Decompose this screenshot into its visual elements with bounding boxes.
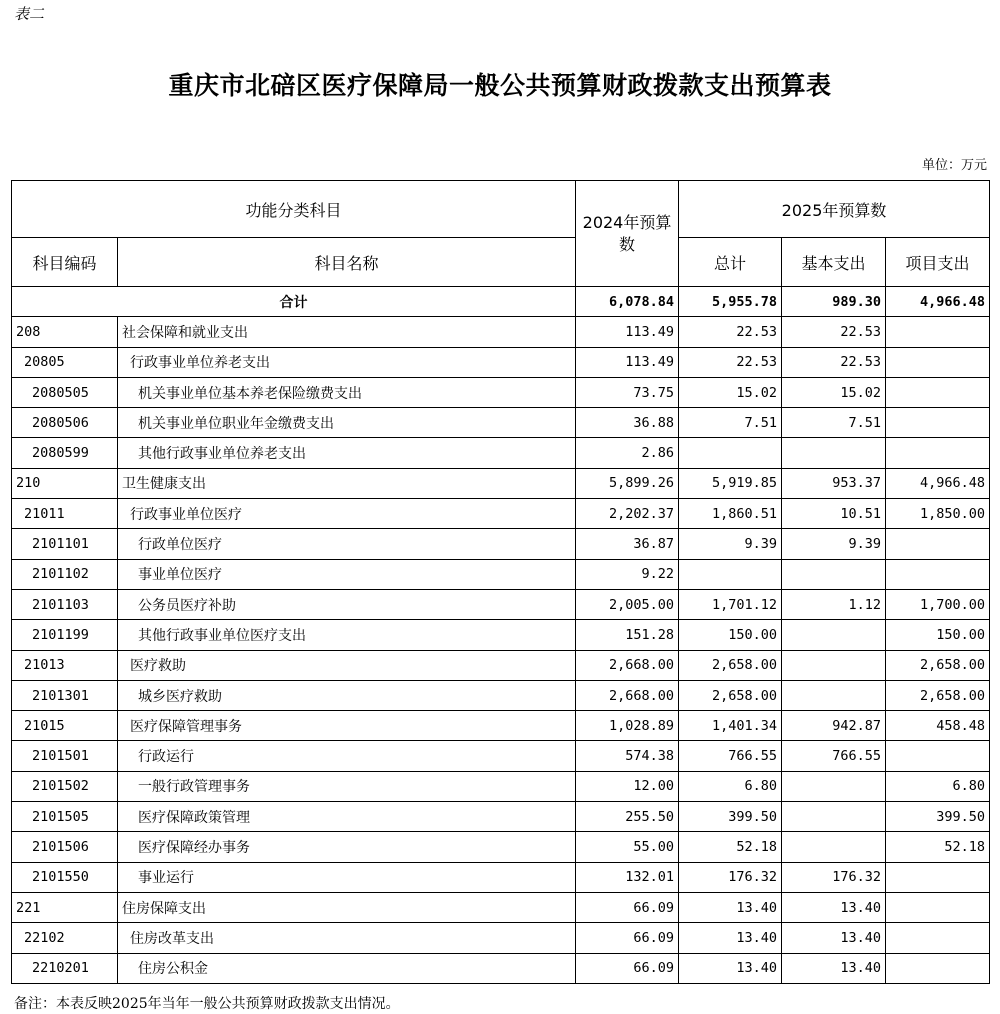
row-project: 2,658.00 (886, 650, 990, 680)
budget-table (11, 180, 990, 984)
row-name: 城乡医疗救助 (118, 680, 576, 710)
row-total (679, 559, 782, 589)
row-basic: 22.53 (782, 347, 886, 377)
total-basic: 989.30 (782, 287, 886, 317)
row-name: 行政运行 (118, 741, 576, 771)
row-prev: 73.75 (576, 377, 679, 407)
table-row (12, 438, 990, 468)
header-2025-budget: 2025年预算数 (679, 181, 990, 238)
total-project: 4,966.48 (886, 287, 990, 317)
row-basic (782, 559, 886, 589)
row-project: 6.80 (886, 771, 990, 801)
row-prev: 2,668.00 (576, 650, 679, 680)
table-row (12, 650, 990, 680)
row-project: 2,658.00 (886, 680, 990, 710)
table-row (12, 499, 990, 529)
row-name: 医疗保障政策管理 (118, 802, 576, 832)
row-total: 1,401.34 (679, 711, 782, 741)
row-code: 2101501 (12, 741, 118, 771)
row-code: 2101101 (12, 529, 118, 559)
row-basic: 13.40 (782, 892, 886, 922)
row-name: 一般行政管理事务 (118, 771, 576, 801)
row-code: 221 (12, 892, 118, 922)
row-basic: 9.39 (782, 529, 886, 559)
row-project (886, 317, 990, 347)
row-code: 208 (12, 317, 118, 347)
row-name: 社会保障和就业支出 (118, 317, 576, 347)
row-total (679, 438, 782, 468)
row-total: 9.39 (679, 529, 782, 559)
total-prev: 6,078.84 (576, 287, 679, 317)
row-prev: 2,668.00 (576, 680, 679, 710)
row-name: 医疗保障经办事务 (118, 832, 576, 862)
row-project (886, 559, 990, 589)
total-row (12, 287, 990, 317)
row-project (886, 741, 990, 771)
row-project (886, 408, 990, 438)
row-total: 22.53 (679, 317, 782, 347)
row-prev: 36.88 (576, 408, 679, 438)
header-basic: 基本支出 (782, 238, 886, 287)
row-prev: 66.09 (576, 892, 679, 922)
table-row (12, 680, 990, 710)
row-code: 2080505 (12, 377, 118, 407)
row-basic: 766.55 (782, 741, 886, 771)
row-project: 1,850.00 (886, 499, 990, 529)
unit-label: 单位：万元 (921, 158, 987, 173)
row-basic: 22.53 (782, 317, 886, 347)
page-title: 重庆市北碚区医疗保障局一般公共预算财政拨款支出预算表 (168, 71, 832, 100)
table-row (12, 317, 990, 347)
row-name: 住房公积金 (118, 953, 576, 983)
row-total: 6.80 (679, 771, 782, 801)
row-total: 766.55 (679, 741, 782, 771)
table-row (12, 408, 990, 438)
row-project (886, 347, 990, 377)
row-project (886, 377, 990, 407)
row-basic: 7.51 (782, 408, 886, 438)
row-code: 22102 (12, 923, 118, 953)
row-basic (782, 771, 886, 801)
row-basic: 1.12 (782, 589, 886, 619)
table-row (12, 862, 990, 892)
row-project: 1,700.00 (886, 589, 990, 619)
row-name: 医疗保障管理事务 (118, 711, 576, 741)
row-code: 21015 (12, 711, 118, 741)
row-prev: 66.09 (576, 923, 679, 953)
row-project (886, 862, 990, 892)
row-prev: 2,005.00 (576, 589, 679, 619)
row-code: 2101301 (12, 680, 118, 710)
table-row (12, 892, 990, 922)
row-basic (782, 650, 886, 680)
row-code: 2080506 (12, 408, 118, 438)
row-prev: 5,899.26 (576, 468, 679, 498)
row-prev: 12.00 (576, 771, 679, 801)
row-basic (782, 620, 886, 650)
table-row (12, 377, 990, 407)
row-basic (782, 438, 886, 468)
row-basic (782, 832, 886, 862)
row-basic: 10.51 (782, 499, 886, 529)
row-basic: 176.32 (782, 862, 886, 892)
total-total: 5,955.78 (679, 287, 782, 317)
header-name: 科目名称 (118, 238, 576, 287)
row-total: 7.51 (679, 408, 782, 438)
row-code: 21011 (12, 499, 118, 529)
row-total: 52.18 (679, 832, 782, 862)
row-total: 1,860.51 (679, 499, 782, 529)
row-name: 卫生健康支出 (118, 468, 576, 498)
total-label: 合计 (12, 287, 576, 317)
row-name: 事业单位医疗 (118, 559, 576, 589)
table-tag: 表二 (14, 5, 45, 23)
row-total: 2,658.00 (679, 650, 782, 680)
table-row (12, 741, 990, 771)
row-prev: 36.87 (576, 529, 679, 559)
row-prev: 1,028.89 (576, 711, 679, 741)
row-project: 458.48 (886, 711, 990, 741)
row-prev: 113.49 (576, 317, 679, 347)
table-row (12, 802, 990, 832)
header-project: 项目支出 (886, 238, 990, 287)
header-2024-budget: 2024年预算数 (576, 181, 679, 287)
row-code: 21013 (12, 650, 118, 680)
row-project (886, 923, 990, 953)
row-code: 2210201 (12, 953, 118, 983)
row-name: 行政单位医疗 (118, 529, 576, 559)
row-project (886, 953, 990, 983)
row-name: 住房保障支出 (118, 892, 576, 922)
row-basic (782, 680, 886, 710)
header-func-category: 功能分类科目 (12, 181, 576, 238)
row-project: 52.18 (886, 832, 990, 862)
row-name: 行政事业单位养老支出 (118, 347, 576, 377)
row-name: 其他行政事业单位养老支出 (118, 438, 576, 468)
row-prev: 2,202.37 (576, 499, 679, 529)
row-code: 2101199 (12, 620, 118, 650)
row-total: 13.40 (679, 892, 782, 922)
row-basic: 953.37 (782, 468, 886, 498)
row-prev: 2.86 (576, 438, 679, 468)
row-code: 2080599 (12, 438, 118, 468)
row-name: 事业运行 (118, 862, 576, 892)
row-name: 公务员医疗补助 (118, 589, 576, 619)
row-total: 399.50 (679, 802, 782, 832)
header-total: 总计 (679, 238, 782, 287)
row-prev: 66.09 (576, 953, 679, 983)
row-name: 机关事业单位基本养老保险缴费支出 (118, 377, 576, 407)
row-project (886, 892, 990, 922)
row-name: 机关事业单位职业年金缴费支出 (118, 408, 576, 438)
row-prev: 151.28 (576, 620, 679, 650)
table-row (12, 771, 990, 801)
row-name: 医疗救助 (118, 650, 576, 680)
row-total: 150.00 (679, 620, 782, 650)
row-code: 2101502 (12, 771, 118, 801)
row-code: 210 (12, 468, 118, 498)
row-name: 行政事业单位医疗 (118, 499, 576, 529)
row-name: 住房改革支出 (118, 923, 576, 953)
table-row (12, 832, 990, 862)
row-code: 2101550 (12, 862, 118, 892)
row-total: 15.02 (679, 377, 782, 407)
row-code: 2101102 (12, 559, 118, 589)
row-basic: 15.02 (782, 377, 886, 407)
row-code: 20805 (12, 347, 118, 377)
row-total: 176.32 (679, 862, 782, 892)
row-basic: 13.40 (782, 923, 886, 953)
row-basic: 13.40 (782, 953, 886, 983)
row-total: 22.53 (679, 347, 782, 377)
table-row (12, 923, 990, 953)
row-total: 13.40 (679, 923, 782, 953)
row-project (886, 438, 990, 468)
row-total: 5,919.85 (679, 468, 782, 498)
table-row (12, 620, 990, 650)
table-row (12, 589, 990, 619)
table-row (12, 347, 990, 377)
row-basic (782, 802, 886, 832)
table-row (12, 953, 990, 983)
table-row (12, 468, 990, 498)
row-code: 2101506 (12, 832, 118, 862)
row-total: 1,701.12 (679, 589, 782, 619)
row-code: 2101103 (12, 589, 118, 619)
header-code: 科目编码 (12, 238, 118, 287)
row-basic: 942.87 (782, 711, 886, 741)
table-row (12, 529, 990, 559)
row-project (886, 529, 990, 559)
row-project: 150.00 (886, 620, 990, 650)
row-project: 4,966.48 (886, 468, 990, 498)
row-prev: 255.50 (576, 802, 679, 832)
row-total: 2,658.00 (679, 680, 782, 710)
footnote: 备注：本表反映2025年当年一般公共预算财政拨款支出情况。 (14, 996, 400, 1012)
row-prev: 574.38 (576, 741, 679, 771)
row-code: 2101505 (12, 802, 118, 832)
row-prev: 9.22 (576, 559, 679, 589)
row-total: 13.40 (679, 953, 782, 983)
row-project: 399.50 (886, 802, 990, 832)
row-prev: 55.00 (576, 832, 679, 862)
table-row (12, 559, 990, 589)
table-row (12, 711, 990, 741)
row-prev: 132.01 (576, 862, 679, 892)
row-name: 其他行政事业单位医疗支出 (118, 620, 576, 650)
row-prev: 113.49 (576, 347, 679, 377)
